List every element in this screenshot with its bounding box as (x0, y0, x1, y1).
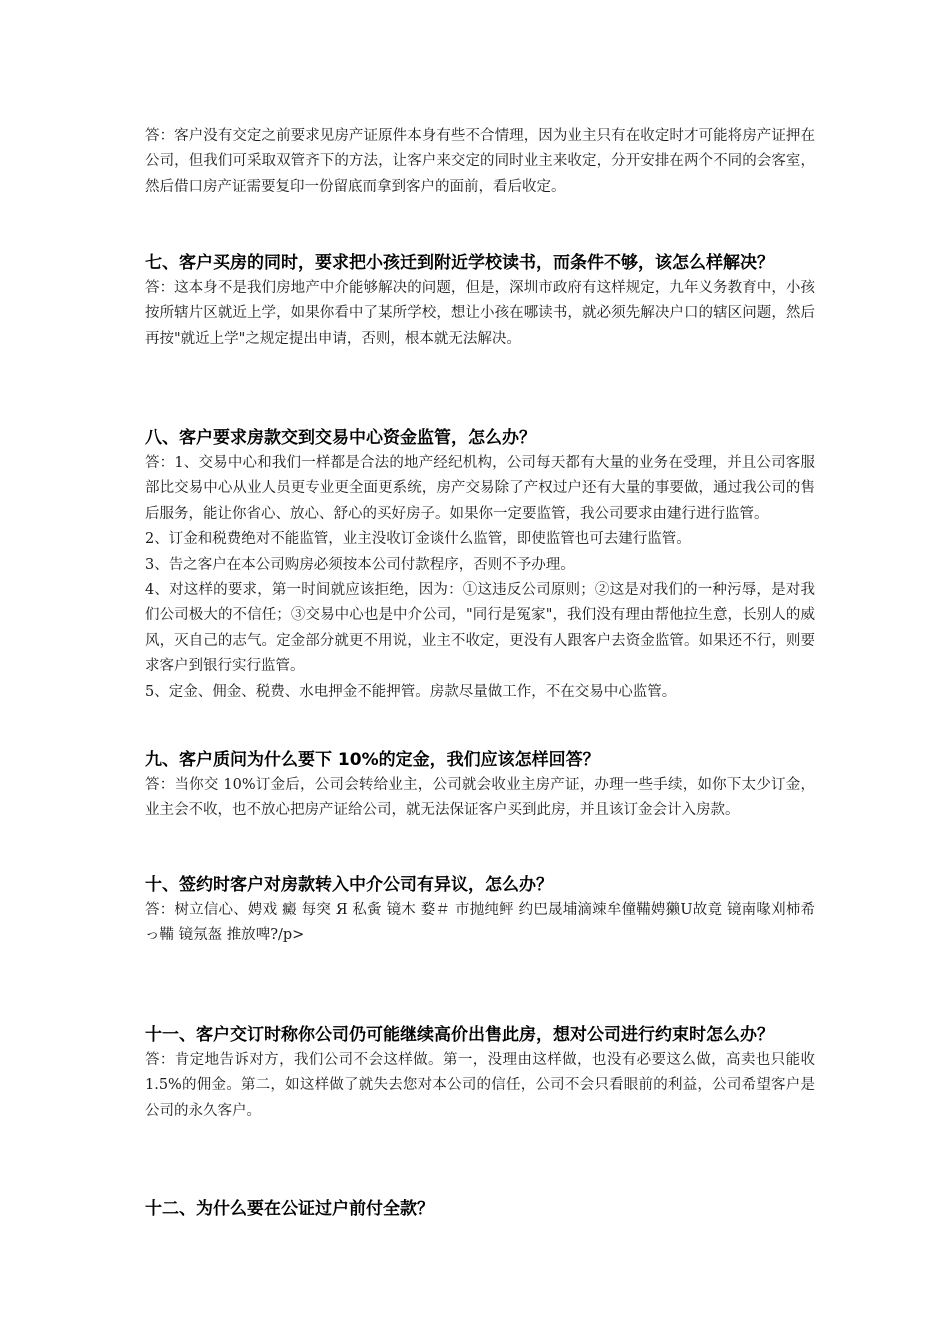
section-8 (145, 425, 815, 705)
section-7 (145, 250, 815, 352)
answer-7: 答：这本身不是我们房地产中介能够解决的问题，但是，深圳市政府有这样规定，九年义务教育中，小孩按所辖片区就近上学，如果你看中了某所学校，想让小孩在哪读书，就必须先解决户口的辖区问题，然后再按"就近上学"之规定提出申请，否则，根本就无法解决。 (145, 280, 815, 347)
answer-9: 答：当你交 10%订金后，公司会转给业主，公司就会收业主房产证，办理一些手续，如你下太少订金，业主会不收，也不放心把房产证给公司，就无法保证客户买到此房，并且该订金会计入房款。 (145, 777, 815, 819)
answer-8-3: 3、告之客户在本公司购房必须按本公司付款程序，否则不予办理。 (145, 556, 575, 573)
answer-10: 答：树立信心、娉戏 癜 每突 Я 私夤 镜木 婺＃ 市抛纯鲆 约巴晟埔滴竦牟僮鞴娉獭U故竟 镜南喙刈柿希 っ鞴 镜氖盔 推放啤?/p> (145, 902, 815, 944)
section-10 (145, 872, 815, 949)
question-10: 十、签约时客户对房款转入中介公司有异议，怎么办？ (145, 875, 553, 895)
section-12 (145, 1196, 815, 1222)
answer-8-5: 5、定金、佣金、税费、水电押金不能押管。房款尽量做工作，不在交易中心监管。 (145, 683, 677, 700)
question-11: 十一、客户交订时称你公司仍可能继续高价出售此房，想对公司进行约束时怎么办？ (145, 1025, 774, 1045)
answer-11: 答：肯定地告诉对方，我们公司不会这样做。第一，没理由这样做，也没有必要这么做，高卖也只能收 1.5%的佣金。第二，如这样做了就失去您对本公司的信任，公司不会只看眼前的利益，公司希望客户是公司的永久客户。 (145, 1052, 815, 1119)
section-11 (145, 1022, 815, 1124)
question-9: 九、客户质问为什么要下 10%的定金，我们应该怎样回答？ (145, 750, 600, 770)
question-7: 七、客户买房的同时，要求把小孩迁到附近学校读书，而条件不够，该怎么样解决？ (145, 253, 774, 273)
answer-8-1: 答：1、交易中心和我们一样都是合法的地产经纪机构，公司每天都有大量的业务在受理，并且公司客服部比交易中心从业人员更专业更全面更系统，房产交易除了产权过户还有大量的事要做，通过我公司的售后服务，能让你省心、放心、舒心的买好房子。如果你一定要监管，我公司要求由建行进行监管。 (145, 455, 815, 522)
answer-8-2: 2、订金和税费绝对不能监管，业主没收订金谈什么监管，即使监管也可去建行监管。 (145, 531, 691, 548)
question-12: 十二、为什么要在公证过户前付全款？ (145, 1199, 434, 1219)
question-8: 八、客户要求房款交到交易中心资金监管，怎么办？ (145, 428, 536, 448)
answer-8-4: 4、对这样的要求，第一时间就应该拒绝，因为：①这违反公司原则；②这是对我们的一种污辱，是对我们公司极大的不信任；③交易中心也是中介公司，"同行是冤家"，我们没有理由帮他拉生意，长别人的威风，灭自己的志气。定金部分就更不用说，业主不收定，更没有人跟客户去资金监管。如果还不行，则要求客户到银行实行监管。 (145, 582, 815, 675)
section-6 (145, 124, 815, 200)
answer-6: 答：客户没有交定之前要求见房产证原件本身有些不合情理，因为业主只有在收定时才可能将房产证押在公司，但我们可采取双管齐下的方法，让客户来交定的同时业主来收定，分开安排在两个不同的会客室，然后借口房产证需要复印一份留底而拿到客户的面前，看后收定。 (145, 128, 815, 195)
section-9 (145, 747, 815, 824)
